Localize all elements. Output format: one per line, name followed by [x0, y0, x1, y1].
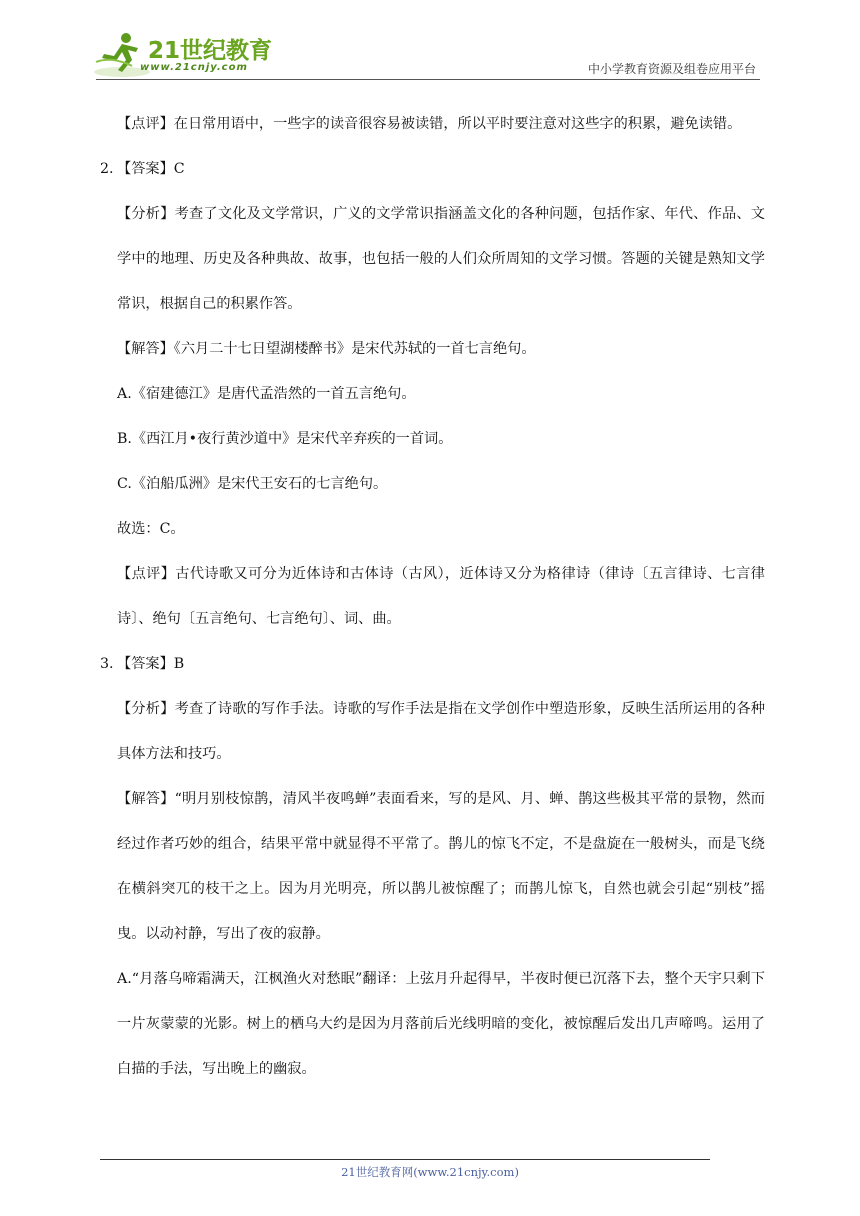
paragraph: C.《泊船瓜洲》是宋代王安石的七言绝句。 — [117, 476, 388, 492]
paragraph: B.《西江月•夜行黄沙道中》是宋代辛弃疾的一首词。 — [117, 431, 453, 447]
logo — [92, 32, 273, 80]
answer-text: 【答案】B — [117, 656, 185, 672]
paragraph: A.“月落乌啼霜满天，江枫渔火对愁眠”翻译：上弦月升起得早，半夜时便已沉落下去，整个天宇只剩下一片灰蒙蒙的光影。树上的栖乌大约是因为月落前后光线明暗的变化，被惊醒后发出几声啼鸣。运用了白描的手法，写出晚上的幽寂。 — [117, 971, 765, 1077]
paragraph: A.《宿建德江》是唐代孟浩然的一首五言绝句。 — [117, 386, 416, 402]
paragraph: 【点评】古代诗歌又可分为近体诗和古体诗（古风），近体诗又分为格律诗（律诗〔五言律诗、七言律诗〕、绝句〔五言绝句、七言绝句〕、词、曲。 — [117, 566, 765, 627]
document-body — [100, 102, 765, 1092]
paragraph: 【分析】考查了诗歌的写作手法。诗歌的写作手法是指在文学创作中塑造形象，反映生活所运用的各种具体方法和技巧。 — [117, 701, 765, 762]
answer-line — [100, 147, 765, 192]
paragraph: 【解答】《六月二十七日望湖楼醉书》是宋代苏轼的一首七言绝句。 — [117, 341, 536, 357]
footer-divider — [100, 1159, 710, 1160]
answer-line — [100, 642, 765, 687]
logo-text: 21世纪教育 — [148, 38, 273, 64]
page-header — [0, 0, 860, 85]
header-divider — [96, 79, 760, 80]
question-number: 2. — [100, 161, 114, 177]
paragraph: 【分析】考查了文化及文学常识，广义的文学常识指涵盖文化的各种问题，包括作家、年代、作品、文学中的地理、历史及各种典故、故事，也包括一般的人们众所周知的文学习惯。答题的关键是熟知文学常识，根据自己的积累作答。 — [117, 206, 765, 312]
paragraph: 故选：C。 — [117, 521, 185, 537]
footer-text: 21世纪教育网(www.21cnjy.com) — [341, 1165, 519, 1179]
platform-name: 中小学教育资源及组卷应用平台 — [587, 62, 756, 76]
logo-url: www.21cnjy.com — [140, 62, 248, 73]
question-number: 3. — [100, 656, 114, 672]
paragraph: 【点评】在日常用语中，一些字的读音很容易被读错，所以平时要注意对这些字的积累，避免读错。 — [117, 116, 742, 132]
paragraph: 【解答】“明月别枝惊鹊，清风半夜鸣蝉”表面看来，写的是风、月、蝉、鹊这些极其平常的景物，然而经过作者巧妙的组合，结果平常中就显得不平常了。鹊儿的惊飞不定，不是盘旋在一般树头，而是飞绕在横斜突兀的枝干之上。因为月光明亮，所以鹊儿被惊醒了；而鹊儿惊飞，自然也就会引起“别枝”摇曳。以动衬静，写出了夜的寂静。 — [117, 791, 765, 942]
answer-text: 【答案】C — [117, 161, 185, 177]
